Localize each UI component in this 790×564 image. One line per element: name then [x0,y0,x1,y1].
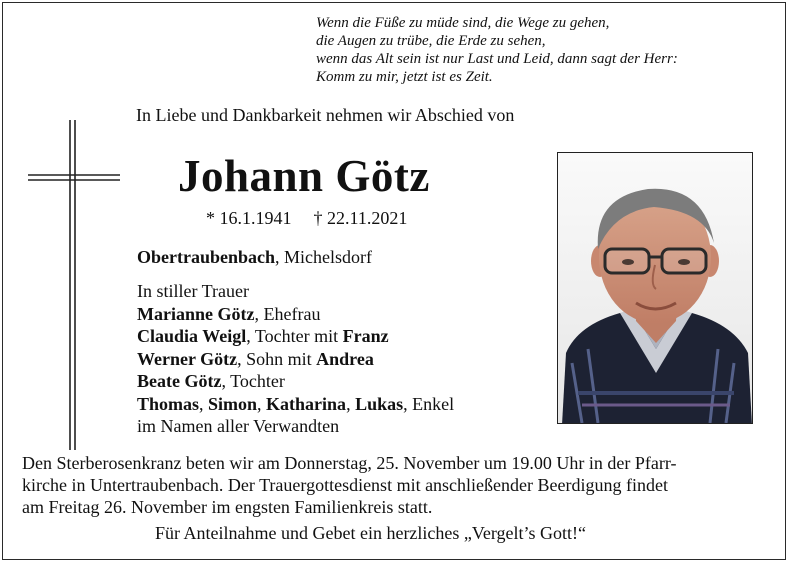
mourners-heading: In stiller Trauer [137,281,249,301]
mourner-name: Marianne Götz [137,303,255,324]
poem-line: die Augen zu trübe, die Erde zu sehen, [316,33,546,49]
notice-line: kirche in Untertraubenbach. Der Trauergottesdienst mit anschließender Beerdigung findet [22,475,668,495]
poem [316,14,776,86]
separator: , [346,393,356,414]
birth-date: * 16.1.1941 [206,208,292,228]
portrait-photo [557,152,753,424]
grandchild-name: Lukas [355,393,404,414]
intro-text: In Liebe und Dankbarkeit nehmen wir Abschied von [136,105,515,125]
poem-line: Komm zu mir, jetzt ist es Zeit. [316,69,493,85]
death-date: † 22.11.2021 [313,208,408,228]
mourners-list [137,280,454,438]
mourner-partner: Franz [342,326,389,346]
mourner-role: , Sohn mit [237,348,317,369]
place-line [137,247,372,268]
mourner-name: Beate Götz [137,371,222,391]
mourner-role: , Tochter mit [246,326,343,346]
mourner-entry [137,370,454,393]
cross-icon [28,120,120,460]
mourner-entry [137,393,454,416]
mourners-footer: im Namen aller Verwandten [137,416,340,436]
funeral-notice [22,452,772,518]
grandchild-name: Thomas [137,393,200,414]
mourner-entry [137,348,454,371]
thanks-line: Für Anteilnahme und Gebet ein herzliches „Vergelt’s Gott!“ [155,523,587,543]
deceased-name: Johann Götz [178,151,430,201]
place-sep: , [275,247,285,267]
mourner-partner: Andrea [316,348,374,369]
notice-line: Den Sterberosenkranz beten wir am Donnerstag, 25. November um 19.00 Uhr in der Pfarr- [22,453,677,473]
poem-line: Wenn die Füße zu müde sind, die Wege zu gehen, [316,15,610,31]
notice-line: am Freitag 26. November im engsten Familienkreis statt. [22,497,433,517]
place-main: Obertraubenbach [137,247,276,267]
place-other: Michelsdorf [284,247,372,267]
mourner-name: Werner Götz [137,348,238,369]
mourner-entry [137,325,454,348]
mourner-entry [137,303,454,326]
poem-line: wenn das Alt sein ist nur Last und Leid, dann sagt der Herr: [316,51,678,67]
mourner-name: Claudia Weigl [137,326,247,346]
separator: , [199,393,209,414]
mourner-role: , Enkel [403,393,455,414]
mourner-role: , Tochter [221,371,285,391]
grandchild-name: Simon [208,393,258,414]
life-dates [206,208,407,229]
separator: , [257,393,267,414]
mourner-role: , Ehefrau [254,303,321,324]
grandchild-name: Katharina [266,393,347,414]
